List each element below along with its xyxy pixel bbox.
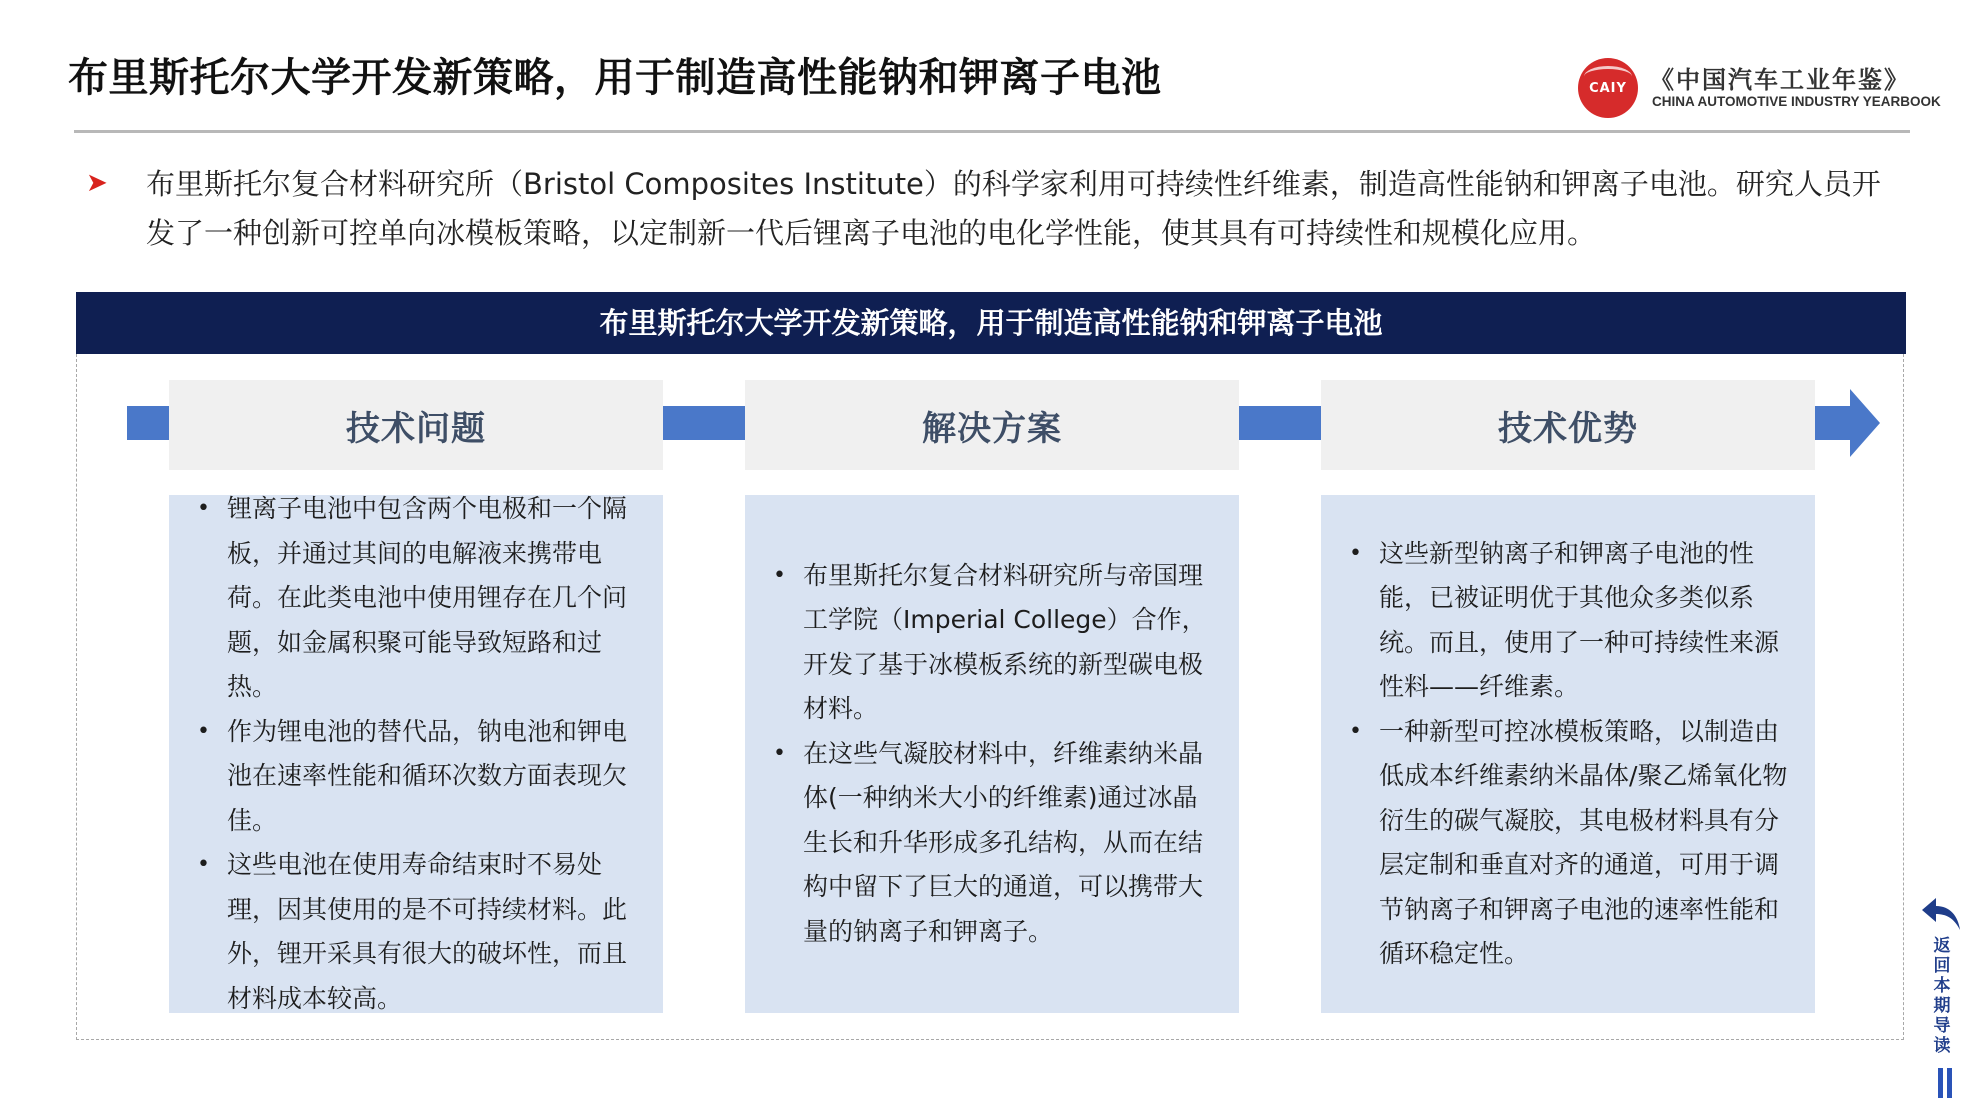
back-arrow-icon: [1920, 896, 1962, 934]
list-item: • 布里斯托尔复合材料研究所与帝国理工学院（Imperial College）合作，开发了基于冰模板系统的新型碳电极材料。: [761, 554, 1215, 732]
arrow-bullet-icon: ➤: [86, 168, 108, 198]
flow-connector-1: [662, 406, 745, 440]
column-header-advantages: 技术优势: [1321, 380, 1815, 470]
back-to-guide-button[interactable]: [1920, 896, 1968, 1101]
column-header-problems: 技术问题: [169, 380, 663, 470]
framework-banner: 布里斯托尔大学开发新策略，用于制造高性能钠和钾离子电池: [76, 292, 1906, 354]
column-header-solution: 解决方案: [745, 380, 1239, 470]
list-item: • 在这些气凝胶材料中，纤维素纳米晶体(一种纳米大小的纤维素)通过冰晶生长和升华形成多孔结构，从而在结构中留下了巨大的通道，可以携带大量的钠离子和钾离子。: [761, 732, 1215, 955]
header-divider: [74, 130, 1910, 133]
intro-paragraph: 布里斯托尔复合材料研究所（Bristol Composites Institute）的科学家利用可持续性纤维素，制造高性能钠和钾离子电池。研究人员开发了一种创新可控单向冰模板策略，以定制新一代后锂离子电池的电化学性能，使其具有可持续性和规模化应用。: [146, 167, 1881, 250]
logo-name-cn: 《中国汽车工业年鉴》: [1650, 66, 1910, 94]
list-item: • 锂离子电池中包含两个电极和一个隔板，并通过其间的电解液来携带电荷。在此类电池中使用锂存在几个问题，如金属积聚可能导致短路和过热。: [185, 487, 639, 710]
column-body-solution: [745, 495, 1239, 1013]
page-title: 布里斯托尔大学开发新策略，用于制造高性能钠和钾离子电池: [68, 55, 1162, 101]
list-item: • 作为锂电池的替代品，钠电池和钾电池在速率性能和循环次数方面表现欠佳。: [185, 710, 639, 844]
caiy-logo-badge: CAIY: [1578, 58, 1638, 118]
logo-name-en: CHINA AUTOMOTIVE INDUSTRY YEARBOOK: [1652, 94, 1941, 109]
list-item: • 一种新型可控冰模板策略，以制造由低成本纤维素纳米晶体/聚乙烯氧化物衍生的碳气凝胶，其电极材料具有分层定制和垂直对齐的通道，可用于调节钠离子和钾离子电池的速率性能和循环稳定性。: [1337, 710, 1791, 977]
back-label: 返回本期导读: [1933, 936, 1951, 1056]
flow-connector-start: [127, 406, 169, 440]
page-marker-icon: [1938, 1068, 1960, 1098]
flow-connector-2: [1238, 406, 1321, 440]
list-item: • 这些电池在使用寿命结束时不易处理，因其使用的是不可持续材料。此外，锂开采具有很大的破坏性，而且材料成本较高。: [185, 843, 639, 1021]
yearbook-logo: [1578, 56, 1941, 122]
column-body-advantages: [1321, 495, 1815, 1013]
flow-arrow-icon: [1814, 389, 1880, 457]
column-body-problems: [169, 495, 663, 1013]
list-item: • 这些新型钠离子和钾离子电池的性能，已被证明优于其他众多类似系统。而且，使用了一种可持续性来源性料——纤维素。: [1337, 532, 1791, 710]
